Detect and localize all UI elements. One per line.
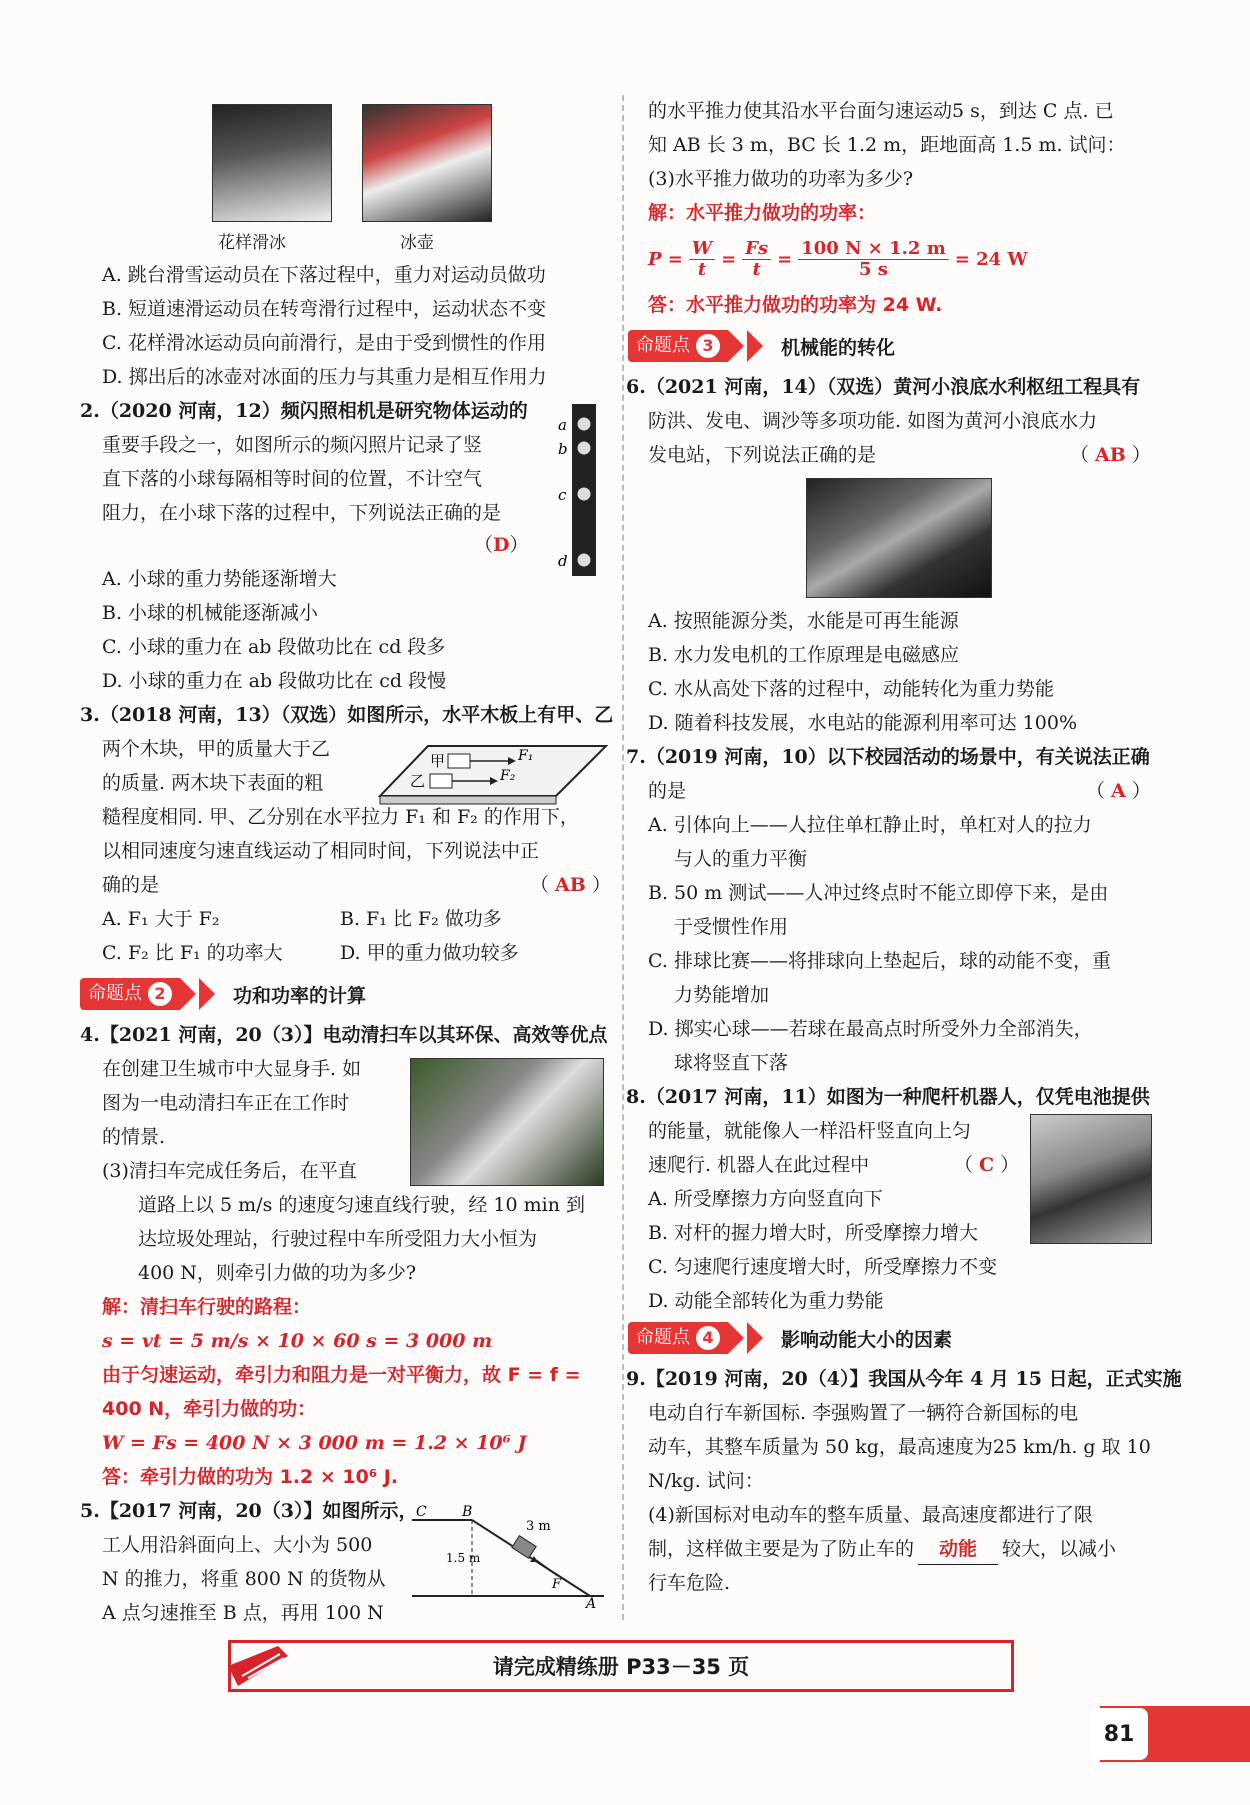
q2-line-3: 直下落的小球每隔相等时间的位置，不计空气 <box>102 468 483 490</box>
q6-option-d: D. 随着科技发展，水电站的能源利用率可达 100% <box>648 712 1077 734</box>
column-divider <box>622 95 624 1620</box>
q4-line-2: 在创建卫生城市中大显身手. 如 <box>102 1058 362 1080</box>
q1-option-d: D. 掷出后的冰壶对冰面的压力与其重力是相互作用力 <box>102 366 547 388</box>
q1-option-c: C. 花样滑冰运动员向前滑行，是由于受到惯性的作用 <box>102 332 546 354</box>
q4-solution-1: 解：清扫车行驶的路程： <box>102 1296 312 1318</box>
q1-option-a: A. 跳台滑雪运动员在下落过程中，重力对运动员做功 <box>102 264 546 286</box>
q4-solution-4: 400 N，牵引力做的功： <box>102 1398 317 1420</box>
q6-option-a: A. 按照能源分类，水能是可再生能源 <box>648 610 959 632</box>
q9-line-5: (4)新国标对电动车的整车质量、最高速度都进行了限 <box>648 1504 1093 1526</box>
q7-option-c-1: C. 排球比赛——将排球向上垫起后，球的动能不变，重 <box>648 950 1111 972</box>
q4-line-1: 4.【2021 河南，20（3）】电动清扫车以其环保、高效等优点 <box>80 1024 608 1046</box>
q6-option-b: B. 水力发电机的工作原理是电磁感应 <box>648 644 960 666</box>
q8-option-a: A. 所受摩擦力方向竖直向下 <box>648 1188 883 1210</box>
q9-line-2: 电动自行车新国标. 李强购置了一辆符合新国标的电 <box>648 1402 1079 1424</box>
q9-answer-blank: 动能 <box>918 1534 998 1565</box>
topic-4-title: 影响动能大小的因素 <box>781 1328 953 1351</box>
label-a: a <box>558 416 567 434</box>
topic-tag-4: 命题点 4 影响动能大小的因素 <box>628 1322 952 1354</box>
q9-line-3: 动车，其整车质量为 50 kg，最高速度为25 km/h. g 取 10 <box>648 1436 1151 1458</box>
topic-tag-3: 命题点 3 机械能的转化 <box>628 330 895 362</box>
caption-curling: 冰壶 <box>400 233 434 253</box>
q4-answer: 答：牵引力做的功为 1.2 × 10⁶ J. <box>102 1466 399 1488</box>
q3-line-3: 的质量. 两木块下表面的粗 <box>102 772 324 794</box>
q6-line-1: 6.（2021 河南，14）（双选）黄河小浪底水利枢纽工程具有 <box>626 376 1141 398</box>
q3-line-6: 确的是 <box>102 874 160 896</box>
q4-solution-2: s = vt = 5 m/s × 10 × 60 s = 3 000 m <box>102 1330 493 1352</box>
q3-line-5: 以相同速度匀速直线运动了相同时间，下列说法中正 <box>102 840 540 862</box>
q3-line-4: 糙程度相同. 甲、乙分别在水平拉力 F₁ 和 F₂ 的作用下， <box>102 806 579 828</box>
label-f: F <box>552 1577 562 1592</box>
q8-option-c: C. 匀速爬行速度增大时，所受摩擦力不变 <box>648 1256 997 1278</box>
label-yi: 乙 <box>410 772 426 790</box>
q5-line-1: 5.【2017 河南，20（3）】如图所示， <box>80 1500 418 1522</box>
q2-line-2: 重要手段之一，如图所示的频闪照片记录了竖 <box>102 434 483 456</box>
q9-line-4: N/kg. 试问： <box>648 1470 764 1492</box>
q7-option-b-2: 于受惯性作用 <box>674 916 789 938</box>
q7-answer: A <box>1111 780 1126 802</box>
label-f1: F₁ <box>518 748 534 764</box>
topic-3-title: 机械能的转化 <box>781 336 896 359</box>
figure-skating-photo <box>212 104 332 222</box>
q8-option-b: B. 对杆的握力增大时，所受摩擦力增大 <box>648 1222 979 1244</box>
q8-line-3: 速爬行. 机器人在此过程中 <box>648 1154 870 1176</box>
q5-answer: 答：水平推力做功的功率为 24 W. <box>648 294 943 316</box>
q4-line-5: (3)清扫车完成任务后，在平直 <box>102 1160 357 1182</box>
q1-option-b: B. 短道速滑运动员在转弯滑行过程中，运动状态不变 <box>102 298 547 320</box>
q2-line-1: 2.（2020 河南，12）频闪照相机是研究物体运动的 <box>80 400 528 422</box>
q2-option-d: D. 小球的重力在 ab 段做功比在 cd 段慢 <box>102 670 447 692</box>
q2-option-a: A. 小球的重力势能逐渐增大 <box>102 568 337 590</box>
q3-option-c: C. F₂ 比 F₁ 的功率大 <box>102 942 283 964</box>
label-d: d <box>558 552 568 570</box>
q4-line-8: 400 N，则牵引力做的功为多少? <box>138 1262 417 1284</box>
q2-option-b: B. 小球的机械能逐渐减小 <box>102 602 319 624</box>
page-number: 81 <box>1090 1708 1148 1760</box>
q7-line-1: 7.（2019 河南，10）以下校园活动的场景中，有关说法正确 <box>626 746 1150 768</box>
topic-tag-2: 命题点 2 功和功率的计算 <box>80 978 366 1010</box>
label-a: A <box>586 1596 597 1610</box>
q9-line-1: 9.【2019 河南，20（4）】我国从今年 4 月 15 日起，正式实施 <box>626 1368 1182 1390</box>
q2-line-4: 阻力，在小球下落的过程中，下列说法正确的是 <box>102 502 502 524</box>
q7-answer-bracket: （ A ） <box>1086 780 1151 802</box>
q5-cont-line-1: 的水平推力使其沿水平台面匀速运动5 s，到达 C 点. 已 <box>648 100 1114 122</box>
q6-line-2: 防洪、发电、调沙等多项功能. 如图为黄河小浪底水力 <box>648 410 1098 432</box>
wooden-board-figure <box>378 734 608 812</box>
q4-line-3: 图为一电动清扫车正在工作时 <box>102 1092 350 1114</box>
q5-line-2: 工人用沿斜面向上、大小为 500 <box>102 1534 373 1556</box>
q2-answer-bracket: （D） <box>474 534 529 556</box>
incline-figure <box>410 1500 606 1610</box>
pole-climbing-robot-photo <box>1030 1114 1152 1244</box>
label-1-5m: 1.5 m <box>446 1551 481 1565</box>
q3-option-a: A. F₁ 大于 F₂ <box>102 908 220 930</box>
q7-option-a-1: A. 引体向上——人拉住单杠静止时，单杠对人的拉力 <box>648 814 1092 836</box>
q4-line-4: 的情景. <box>102 1126 166 1148</box>
label-c: c <box>558 486 567 504</box>
q7-option-b-1: B. 50 m 测试——人冲过终点时不能立即停下来，是由 <box>648 882 1109 904</box>
hydropower-station-photo <box>806 478 992 598</box>
strobe-photo-figure <box>550 402 606 582</box>
q8-line-2: 的能量，就能像人一样沿杆竖直向上匀 <box>648 1120 972 1142</box>
q7-option-d-2: 球将竖直下落 <box>674 1052 789 1074</box>
q5-line-4: A 点匀速推至 B 点，再用 100 N <box>102 1602 384 1624</box>
q8-answer: C <box>979 1154 995 1176</box>
q8-answer-bracket: （ C ） <box>954 1154 1020 1176</box>
label-f2: F₂ <box>500 768 516 784</box>
q9-line-6: 制，这样做主要是为了防止车的 动能 较大，以减小 <box>648 1534 1116 1564</box>
q6-answer: AB <box>1095 444 1126 466</box>
q5-cont-line-2: 知 AB 长 3 m，BC 长 1.2 m，距地面高 1.5 m. 试问： <box>648 134 1126 156</box>
q3-line-2: 两个木块，甲的质量大于乙 <box>102 738 331 760</box>
q7-option-d-1: D. 掷实心球——若球在最高点时所受外力全部消失， <box>648 1018 1093 1040</box>
q6-option-c: C. 水从高处下落的过程中，动能转化为重力势能 <box>648 678 1054 700</box>
q8-line-1: 8.（2017 河南，11）如图为一种爬杆机器人，仅凭电池提供 <box>626 1086 1150 1108</box>
q5-line-3: N 的推力，将重 800 N 的货物从 <box>102 1568 386 1590</box>
caption-figure-skating: 花样滑冰 <box>218 233 286 253</box>
q4-solution-5: W = Fs = 400 N × 3 000 m = 1.2 × 10⁶ J <box>102 1432 527 1454</box>
q8-option-d: D. 动能全部转化为重力势能 <box>648 1290 884 1312</box>
q3-answer: AB <box>555 874 586 896</box>
q5-cont-line-3: (3)水平推力做功的功率为多少? <box>648 168 914 190</box>
q9-line-7: 行车危险. <box>648 1572 731 1594</box>
q2-option-c: C. 小球的重力在 ab 段做功比在 cd 段多 <box>102 636 446 658</box>
q3-line-1: 3.（2018 河南，13）（双选）如图所示，水平木板上有甲、乙 <box>80 704 614 726</box>
q7-line-2: 的是 <box>648 780 687 802</box>
q5-solution-1: 解：水平推力做功的功率： <box>648 202 877 224</box>
label-3m: 3 m <box>526 1519 551 1534</box>
q4-solution-3: 由于匀速运动，牵引力和阻力是一对平衡力，故 F = f = <box>102 1364 581 1386</box>
q4-line-7: 达垃圾处理站，行驶过程中车所受阻力大小恒为 <box>138 1228 538 1250</box>
label-jia: 甲 <box>430 752 446 770</box>
label-c: C <box>416 1504 427 1520</box>
q4-line-6: 道路上以 5 m/s 的速度匀速直线行驶，经 10 min 到 <box>138 1194 586 1216</box>
label-b: B <box>462 1504 473 1520</box>
curling-photo <box>362 104 492 222</box>
q3-option-b: B. F₁ 比 F₂ 做功多 <box>340 908 502 930</box>
q6-answer-bracket: （ AB ） <box>1070 444 1151 466</box>
street-sweeper-photo <box>410 1058 604 1186</box>
q3-option-d: D. 甲的重力做功较多 <box>340 942 519 964</box>
q7-option-a-2: 与人的重力平衡 <box>674 848 808 870</box>
topic-2-title: 功和功率的计算 <box>233 984 367 1007</box>
q6-line-3: 发电站，下列说法正确的是 <box>648 444 877 466</box>
q2-answer: D <box>493 534 510 556</box>
label-b: b <box>558 440 568 458</box>
q7-option-c-2: 力势能增加 <box>674 984 770 1006</box>
q5-solution-formula: P = $\frac{W}{t}$ = $\frac{Fs}{t}$ = $\frac{100 N \times 1.2 m}{5 s}$ = 24 W <box>648 237 1028 280</box>
practice-book-reminder: 请完成精练册 P33－35 页 <box>228 1640 1014 1692</box>
q3-answer-bracket: （ AB ） <box>530 874 611 896</box>
